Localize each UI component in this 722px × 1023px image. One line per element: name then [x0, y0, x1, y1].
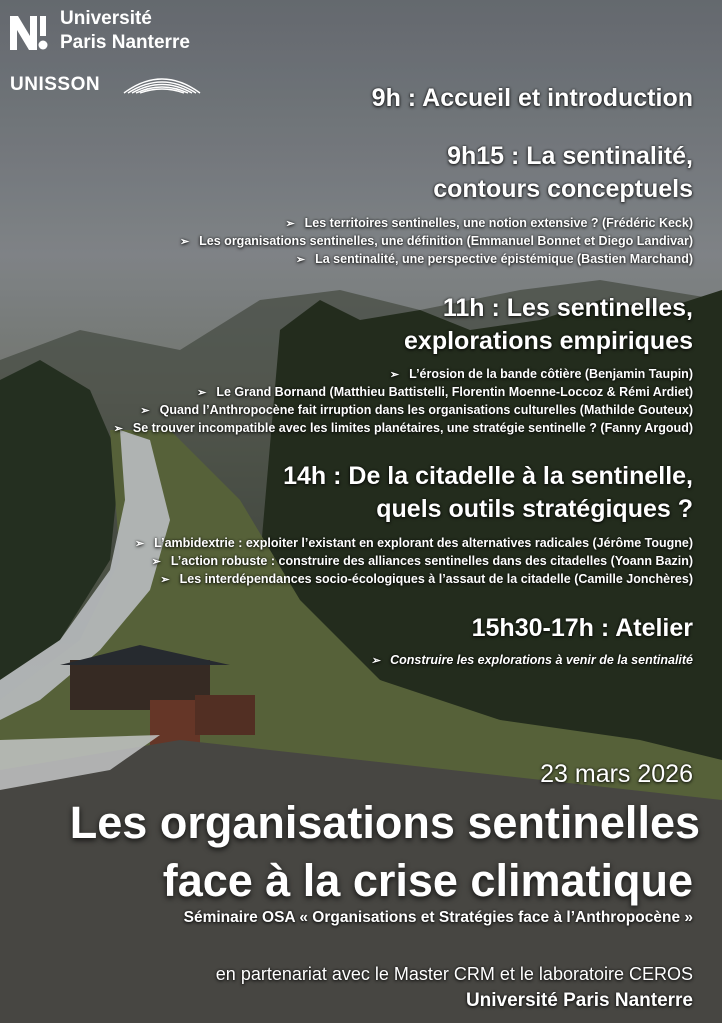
- list-item: ➢ Construire les explorations à venir de la sentinalité: [370, 653, 693, 667]
- arrow-bullet-icon: ➢: [179, 236, 190, 248]
- arrow-bullet-icon: ➢: [197, 387, 207, 399]
- list-item: ➢ Les organisations sentinelles, une définition (Emmanuel Bonnet et Diego Landivar): [179, 234, 693, 248]
- session-3-title: explorations empiriques: [404, 327, 693, 355]
- nanterre-logo-icon: [10, 12, 50, 52]
- list-item: ➢ Les interdépendances socio-écologiques à l’assaut de la citadelle (Camille Jonchères): [160, 572, 693, 586]
- main-title: Les organisations sentinelles: [69, 797, 700, 848]
- unisson-logo: UNISSON: [10, 74, 101, 95]
- partnership-text: en partenariat avec le Master CRM et le laboratoire CEROS: [215, 964, 693, 984]
- event-date: 23 mars 2026: [540, 760, 693, 788]
- main-title: face à la crise climatique: [162, 855, 693, 906]
- arrow-bullet-icon: ➢: [160, 574, 170, 586]
- list-item: ➢ Le Grand Bornand (Matthieu Battistelli, Florentin Moenne-Loccoz & Rémi Ardiet): [197, 385, 693, 399]
- list-item: ➢ L’érosion de la bande côtière (Benjamin Taupin): [389, 367, 693, 381]
- session-2-title: contours conceptuels: [433, 175, 693, 203]
- logo-line-2: Paris Nanterre: [60, 32, 190, 53]
- list-item: ➢ L’action robuste : construire des alliances sentinelles dans des citadelles (Yoann Bazin): [151, 554, 693, 568]
- unisson-waves-icon: [122, 71, 202, 95]
- list-item: ➢ La sentinalité, une perspective épistémique (Bastien Marchand): [295, 252, 693, 266]
- arrow-bullet-icon: ➢: [285, 218, 295, 230]
- arrow-bullet-icon: ➢: [389, 369, 400, 381]
- arrow-bullet-icon: ➢: [140, 405, 150, 417]
- list-item: ➢ Se trouver incompatible avec les limites planétaires, une stratégie sentinelle ? (Fanny Argoud): [113, 421, 693, 435]
- arrow-bullet-icon: ➢: [295, 254, 306, 266]
- session-4-title: quels outils stratégiques ?: [376, 495, 693, 523]
- list-item: ➢ Les territoires sentinelles, une notion extensive ? (Frédéric Keck): [285, 216, 693, 230]
- logo-line-1: Université: [60, 8, 152, 29]
- arrow-bullet-icon: ➢: [370, 655, 381, 667]
- university-name: Université Paris Nanterre: [465, 990, 693, 1011]
- arrow-bullet-icon: ➢: [151, 556, 161, 568]
- list-item: ➢ L’ambidextrie : exploiter l’existant en explorant des alternatives radicales (Jérôme Tougne): [134, 536, 693, 550]
- session-5-title: 15h30-17h : Atelier: [471, 614, 693, 642]
- session-3-title: 11h : Les sentinelles,: [442, 294, 693, 322]
- subtitle: Séminaire OSA « Organisations et Stratégies face à l’Anthropocène »: [183, 909, 693, 926]
- list-item: ➢ Quand l’Anthropocène fait irruption dans les organisations culturelles (Mathilde Gouteux): [140, 403, 693, 417]
- session-2-title: 9h15 : La sentinalité,: [447, 142, 693, 170]
- session-4-title: 14h : De la citadelle à la sentinelle,: [283, 462, 693, 490]
- arrow-bullet-icon: ➢: [113, 423, 123, 435]
- arrow-bullet-icon: ➢: [134, 538, 145, 550]
- session-1-title: 9h : Accueil et introduction: [371, 84, 693, 112]
